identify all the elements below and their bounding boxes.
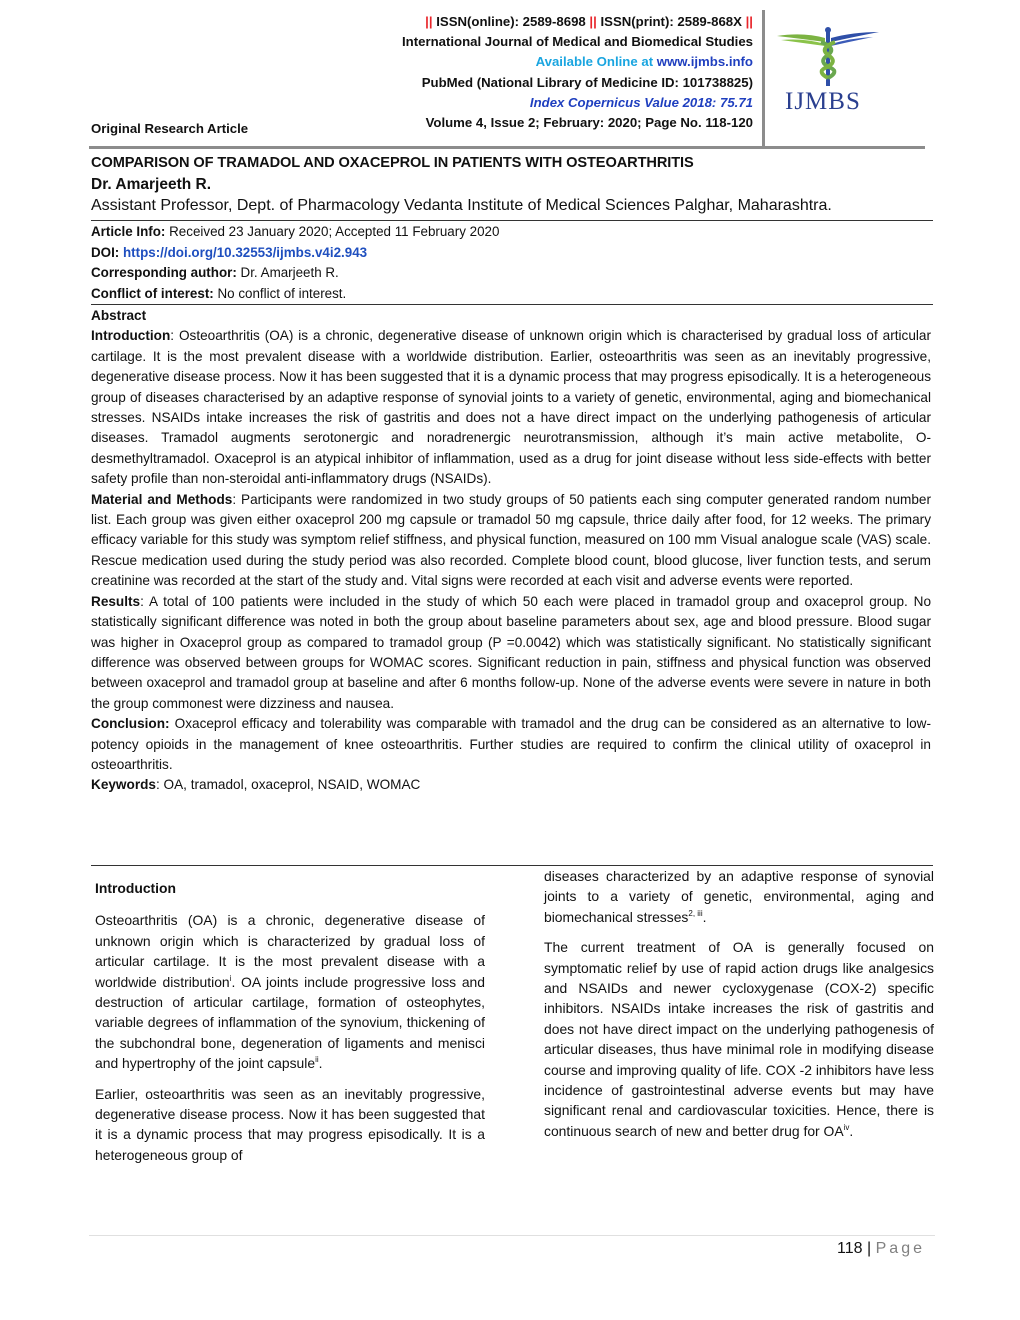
index-copernicus: Index Copernicus Value 2018: 75.71	[529, 94, 753, 110]
header-divider-horizontal	[89, 146, 925, 149]
author-affiliation: Assistant Professor, Dept. of Pharmacology Vedanta Institute of Medical Sciences Palghar, Maharashtra.	[91, 197, 832, 214]
article-type: Original Research Article	[91, 121, 249, 136]
footer-divider	[89, 1235, 935, 1236]
body-left-column	[95, 878, 485, 1175]
article-title: COMPARISON OF TRAMADOL AND OXACEPROL IN PATIENTS WITH OSTEOARTHRITIS	[91, 155, 694, 171]
section-heading-introduction: Introduction	[95, 880, 177, 896]
pubmed-id: PubMed (National Library of Medicine ID: 101738825)	[421, 74, 753, 90]
conflict-of-interest: Conflict of interest: No conflict of interest.	[91, 285, 347, 301]
journal-info	[402, 12, 753, 133]
divider	[91, 304, 933, 305]
body-paragraph: The current treatment of OA is generally focused on symptomatic relief by use of rapid action drugs like analgesics and NSAIDs and newer cycloxygenase (COX-2) specific inhibitors. NSAIDs intake increases the risk of gastritis and does not have direct impact on the underlying pathogenesis of articular diseases, thus have minimal role in modifying disease course and improving quality of life. COX -2 inhibitors have less incidence of gastrointestinal adverse events but may have significant renal and cardiovascular toxicities. Hence, there is continuous search of new and better drug for OA$^{iv}$.	[544, 939, 934, 1139]
abstract-methods: Material and Methods: Participants were randomized in two study groups of 50 patients each sing computer generated random number list. Each group was given either oxaceprol 200 mg capsule or tramadol 50 mg capsule, thrice daily after food, for 12 weeks. The primary efficacy variable for this study was symptom relief stiffness, and physical function, measured on 100 mm Visual analogue scale (VAS) scale. Rescue medication used during the study period was also recorded. Complete blood count, blood glucose, liver function tests, and serum creatinine was recorded at the start of the study and. Vital signs were recorded at each visit and adverse events were reported.	[91, 491, 931, 589]
reference-marker[interactable]: 2, iii	[688, 908, 703, 918]
author-name: Dr. Amarjeeth R.	[91, 176, 212, 193]
doi: DOI: https://doi.org/10.32553/ijmbs.v4i2.943	[91, 244, 368, 260]
abstract-heading: Abstract	[91, 308, 147, 323]
reference-marker[interactable]: i	[229, 973, 232, 983]
header-divider-vertical	[762, 10, 765, 147]
issn-online: ISSN(online): 2589-8698	[436, 14, 586, 29]
issn-line: || ISSN(online): 2589-8698 || ISSN(print): 2589-868X ||	[425, 14, 753, 29]
keywords: Keywords: OA, tramadol, oxaceprol, NSAID, WOMAC	[91, 777, 421, 793]
website-link[interactable]: www.ijmbs.info	[656, 54, 753, 70]
abstract	[91, 306, 931, 796]
body-paragraph: diseases characterized by an adaptive response of synovial joints to a variety of genetic, environmental, aging and biomechanical stresses$^{2, iii}$.	[544, 868, 934, 925]
journal-name: International Journal of Medical and Biomedical Studies	[402, 34, 753, 50]
article-info	[91, 222, 499, 304]
corresponding-author: Corresponding author: Dr. Amarjeeth R.	[91, 265, 339, 280]
abstract-introduction: Introduction: Osteoarthritis (OA) is a chronic, degenerative disease of unknown origin which is characterised by gradual loss of articular cartilage. It is the most prevalent disease with a worldwide distribution. Earlier, osteoarthritis was seen as an inevitably progressive, degenerative disease process. Now it has been suggested that it is a dynamic process that may progress episodically. It is a heterogeneous group of diseases characterised by an adaptive response of synovial joints to a variety of genetic, environmental, aging and biomechanical stresses. NSAIDs intake increases the risk of gastritis and does not a have direct impact on the underlying pathogenesis of articular diseases. Tramadol augments serotonergic and noradrenergic neurotransmission, although it’s main active metabolite, O-desmethyltramadol. Oxaceprol is an atypical inhibitor of inflammation, used as a drug for joint disease without less side-effects with better safety profile than non-steroidal anti-inflammatory drugs (NSAIDs).	[91, 328, 932, 487]
available-online: Available Online at www.ijmbs.info	[535, 54, 753, 70]
doi-link[interactable]: https://doi.org/10.32553/ijmbs.v4i2.943	[123, 244, 368, 260]
reference-marker[interactable]: iv	[843, 1122, 850, 1132]
issn-print: ISSN(print): 2589-868X	[600, 14, 742, 29]
body-paragraph: Osteoarthritis (OA) is a chronic, degenerative disease of unknown origin which is characterized by gradual loss of articular cartilage. It is the most prevalent disease with a worldwide distribution$^i$. OA joints include progressive loss and destruction of articular cartilage, formation of osteophytes, variable degrees of inflammation of the synovium, thickening of the subchondral bone, degeneration of ligaments and menisci and hypertrophy of the joint capsule$^{ii}$.	[95, 912, 485, 1072]
caduceus-icon	[773, 22, 883, 88]
reference-marker[interactable]: ii	[315, 1055, 319, 1065]
abstract-conclusion: Conclusion: Oxaceprol efficacy and tolerability was comparable with tramadol and the drug can be considered as an alternative to low-potency opioids in the management of knee osteoarthritis. Further studies are required to confirm the clinical utility of oxaceprol in osteoarthritis.	[91, 716, 931, 772]
divider	[91, 220, 933, 221]
logo-text: IJMBS	[785, 88, 861, 115]
body-paragraph: Earlier, osteoarthritis was seen as an inevitably progressive, degenerative disease process. Now it has been suggested that it is a dynamic process that may progress episodically. It is a heterogeneous group of	[95, 1085, 485, 1163]
body-right-column	[544, 866, 934, 1151]
article-dates: Article Info: Received 23 January 2020; Accepted 11 February 2020	[91, 224, 500, 239]
journal-logo	[773, 22, 883, 122]
abstract-results: Results: A total of 100 patients were included in the study of which 50 each were placed in tramadol group and oxaceprol group. No statistically significant difference was noted in both the group about baseline parameters about sex, age and blood pressure. Blood sugar was higher in Oxaceprol group as compared to tramadol group (P =0.0042) which was statistically significant. No statistically significant difference was observed between groups for WOMAC scores. Significant reduction in pain, stiffness and physical function was observed between oxaceprol and tramadol group at baseline and after 6 months follow-up. None of the adverse events were severe in nature in both the group commonest were dizziness and nausea.	[91, 593, 931, 711]
page-number: 118 | Page	[837, 1240, 925, 1257]
volume-info: Volume 4, Issue 2; February: 2020; Page No. 118-120	[425, 115, 753, 131]
journal-header	[91, 0, 933, 147]
